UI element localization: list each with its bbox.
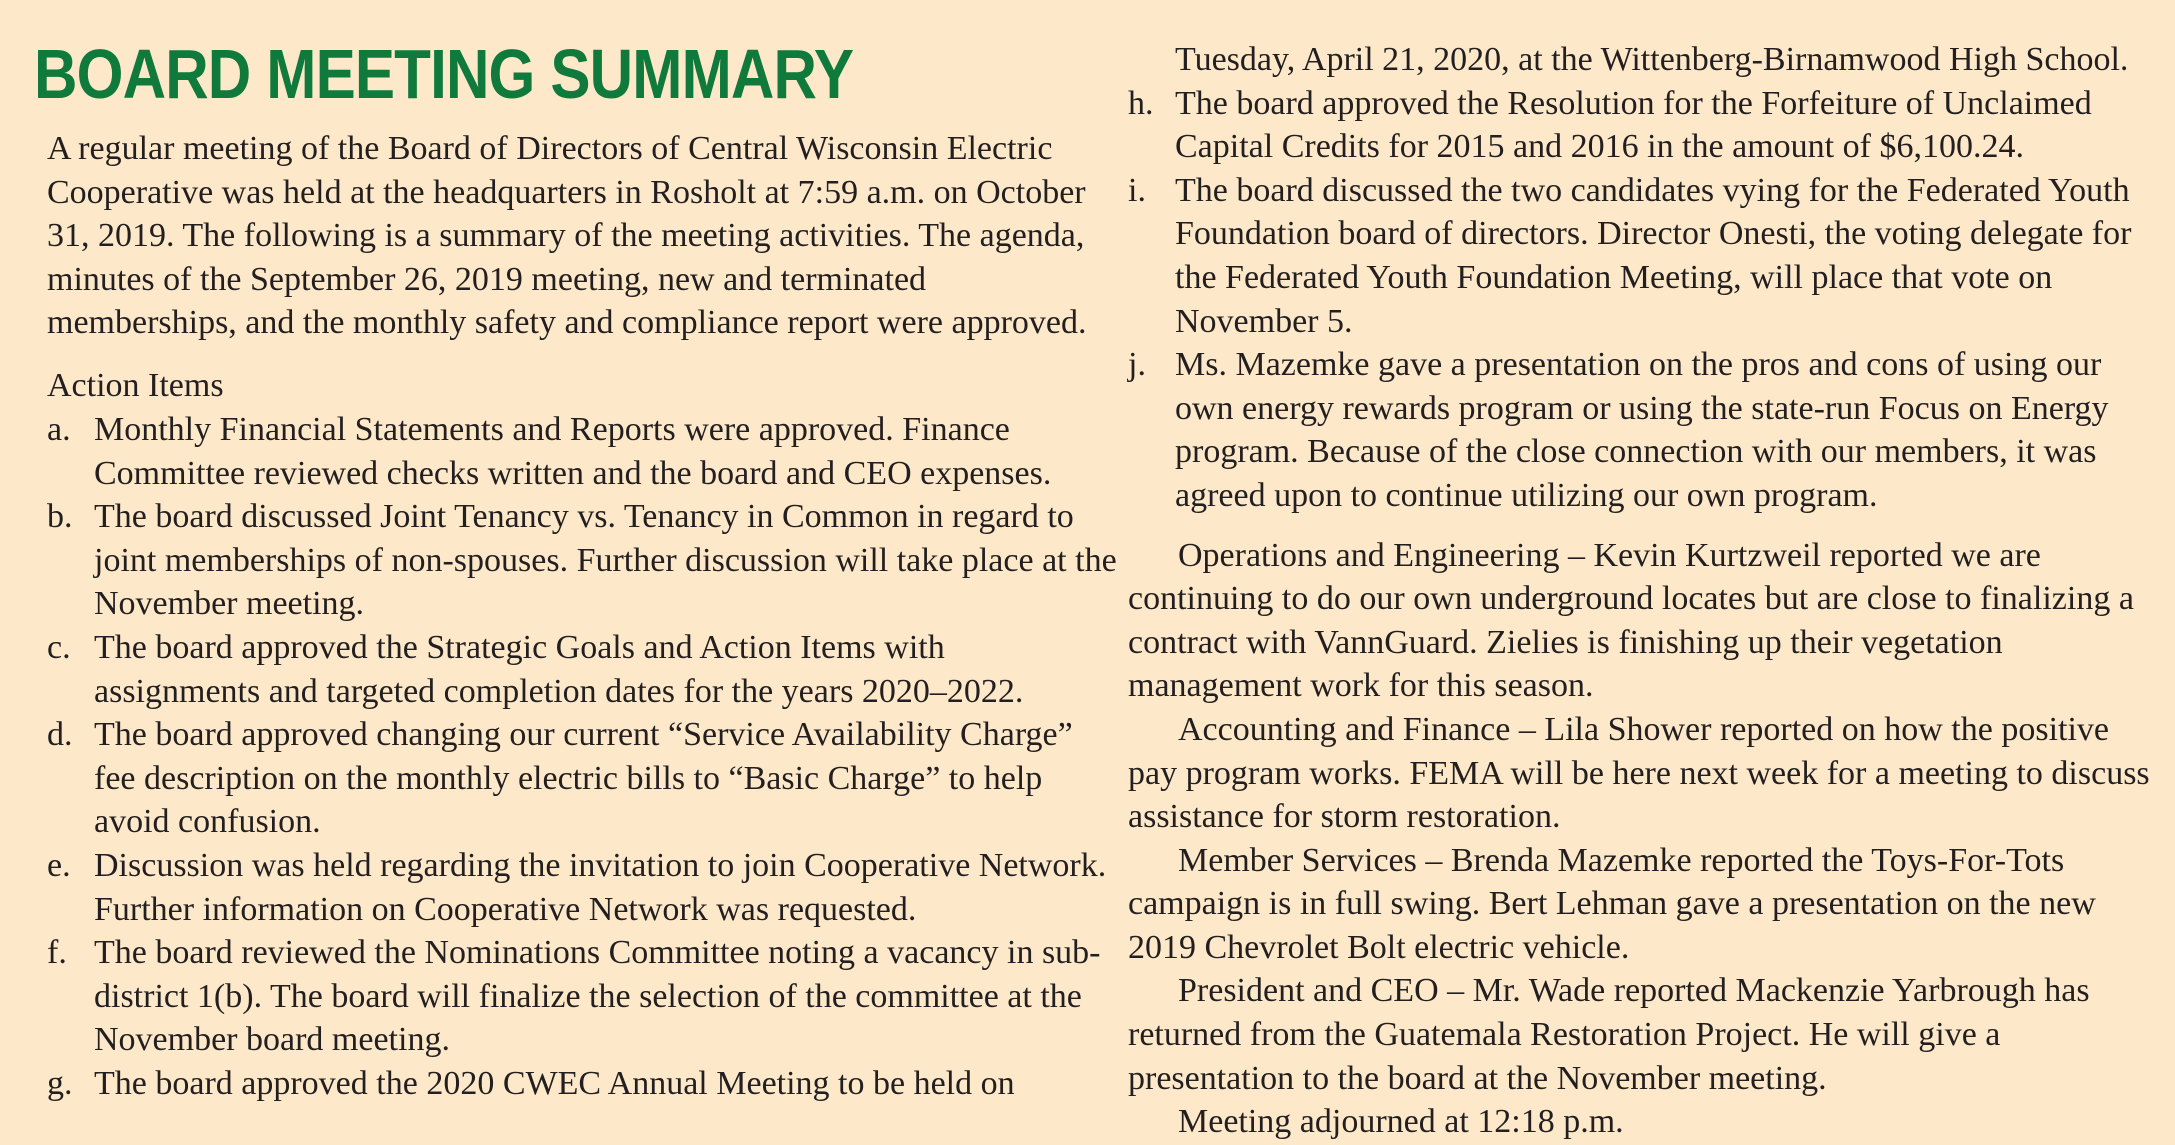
item-text: The board discussed the two candidates vying for the Federated Youth Foundation board of directors. Director Onesti, the voting delegate for the Federated Youth Foundation Meeting, will place that vote on November 5. — [1175, 171, 2132, 340]
item-marker: g. — [47, 1064, 73, 1102]
action-items-list-continued — [1128, 82, 2158, 518]
item-text: The board approved the Strategic Goals and Action Items with assignments and targeted completion dates for the years 2020–2022. — [94, 628, 1024, 710]
action-item-h — [1128, 82, 2158, 169]
item-text: Discussion was held regarding the invitation to join Cooperative Network. Further information on Cooperative Network was requested. — [94, 846, 1107, 928]
report-member-services: Member Services – Brenda Mazemke reported the Toys-For-Tots campaign is in full swing. Bert Lehman gave a presentation on the new 2019 Chevrolet Bolt electric vehicle. — [1128, 841, 2096, 966]
item-marker: b. — [47, 498, 73, 536]
department-reports — [1128, 534, 2158, 1144]
action-item-j — [1128, 343, 2158, 517]
action-item-g — [47, 1062, 1117, 1106]
item-marker: c. — [47, 628, 71, 666]
adjournment-note: Meeting adjourned at 12:18 p.m. — [1178, 1103, 1624, 1141]
action-item-e — [47, 844, 1117, 931]
action-item-a — [47, 408, 1117, 495]
item-text: The board approved changing our current “Service Availability Charge” fee description on the monthly electric bills to “Basic Charge” to help avoid confusion. — [94, 716, 1073, 841]
item-text: The board discussed Joint Tenancy vs. Tenancy in Common in regard to joint memberships of non-spouses. Further discussion will take place at the November meeting. — [94, 498, 1117, 623]
report-president-ceo: President and CEO – Mr. Wade reported Mackenzie Yarbrough has returned from the Guatemala Restoration Project. He will give a presentation to the board at the November meeting. — [1128, 972, 2090, 1097]
right-column-content — [1128, 38, 2158, 1144]
report-accounting: Accounting and Finance – Lila Shower reported on how the positive pay program works. FEMA will be here next week for a meeting to discuss assistance for storm restoration. — [1128, 710, 2150, 836]
item-marker: d. — [47, 716, 73, 754]
report-operations: Operations and Engineering – Kevin Kurtzweil reported we are continuing to do our own underground locates but are close to finalizing a contract with VannGuard. Zielies is finishing up their vegetation management work for this season. — [1128, 536, 2134, 705]
intro-paragraph: A regular meeting of the Board of Directors of Central Wisconsin Electric Cooperative was held at the headquarters in Rosholt at 7:59 a.m. on October 31, 2019. The following is a summary of the meeting activities. The agenda, minutes of the September 26, 2019 meeting, new and terminated memberships, and the monthly safety and compliance report were approved. — [47, 130, 1087, 342]
page-title: BOARD MEETING SUMMARY — [34, 35, 854, 113]
action-item-i — [1128, 169, 2158, 343]
item-text: The board approved the Resolution for the Forfeiture of Unclaimed Capital Credits for 2015 and 2016 in the amount of $6,100.24. — [1175, 84, 2092, 166]
item-marker: f. — [47, 934, 67, 972]
item-marker: j. — [1128, 346, 1146, 384]
item-marker: a. — [47, 411, 71, 448]
action-item-c — [47, 626, 1117, 713]
item-text: Ms. Mazemke gave a presentation on the pros and cons of using our own energy rewards program or using the state-run Focus on Energy program. Because of the close connection with our members, it was agreed upon to continue utilizing our own program. — [1175, 346, 2109, 514]
action-item-f — [47, 931, 1117, 1062]
action-items-list — [47, 408, 1117, 1106]
action-item-d — [47, 713, 1117, 844]
action-item-g-continued: Tuesday, April 21, 2020, at the Wittenberg-Birnamwood High School. — [1175, 41, 2129, 78]
action-items-heading: Action Items — [47, 367, 224, 404]
item-text: Monthly Financial Statements and Reports were approved. Finance Committee reviewed checks written and the board and CEO expenses. — [94, 411, 1052, 492]
item-marker: i. — [1128, 171, 1146, 209]
action-item-b — [47, 495, 1117, 626]
item-text: The board approved the 2020 CWEC Annual Meeting to be held on — [94, 1064, 1015, 1102]
item-marker: h. — [1128, 84, 1154, 122]
item-text: The board reviewed the Nominations Committee noting a vacancy in sub-district 1(b). The board will finalize the selection of the committee at the November board meeting. — [94, 934, 1101, 1059]
item-marker: e. — [47, 846, 71, 884]
